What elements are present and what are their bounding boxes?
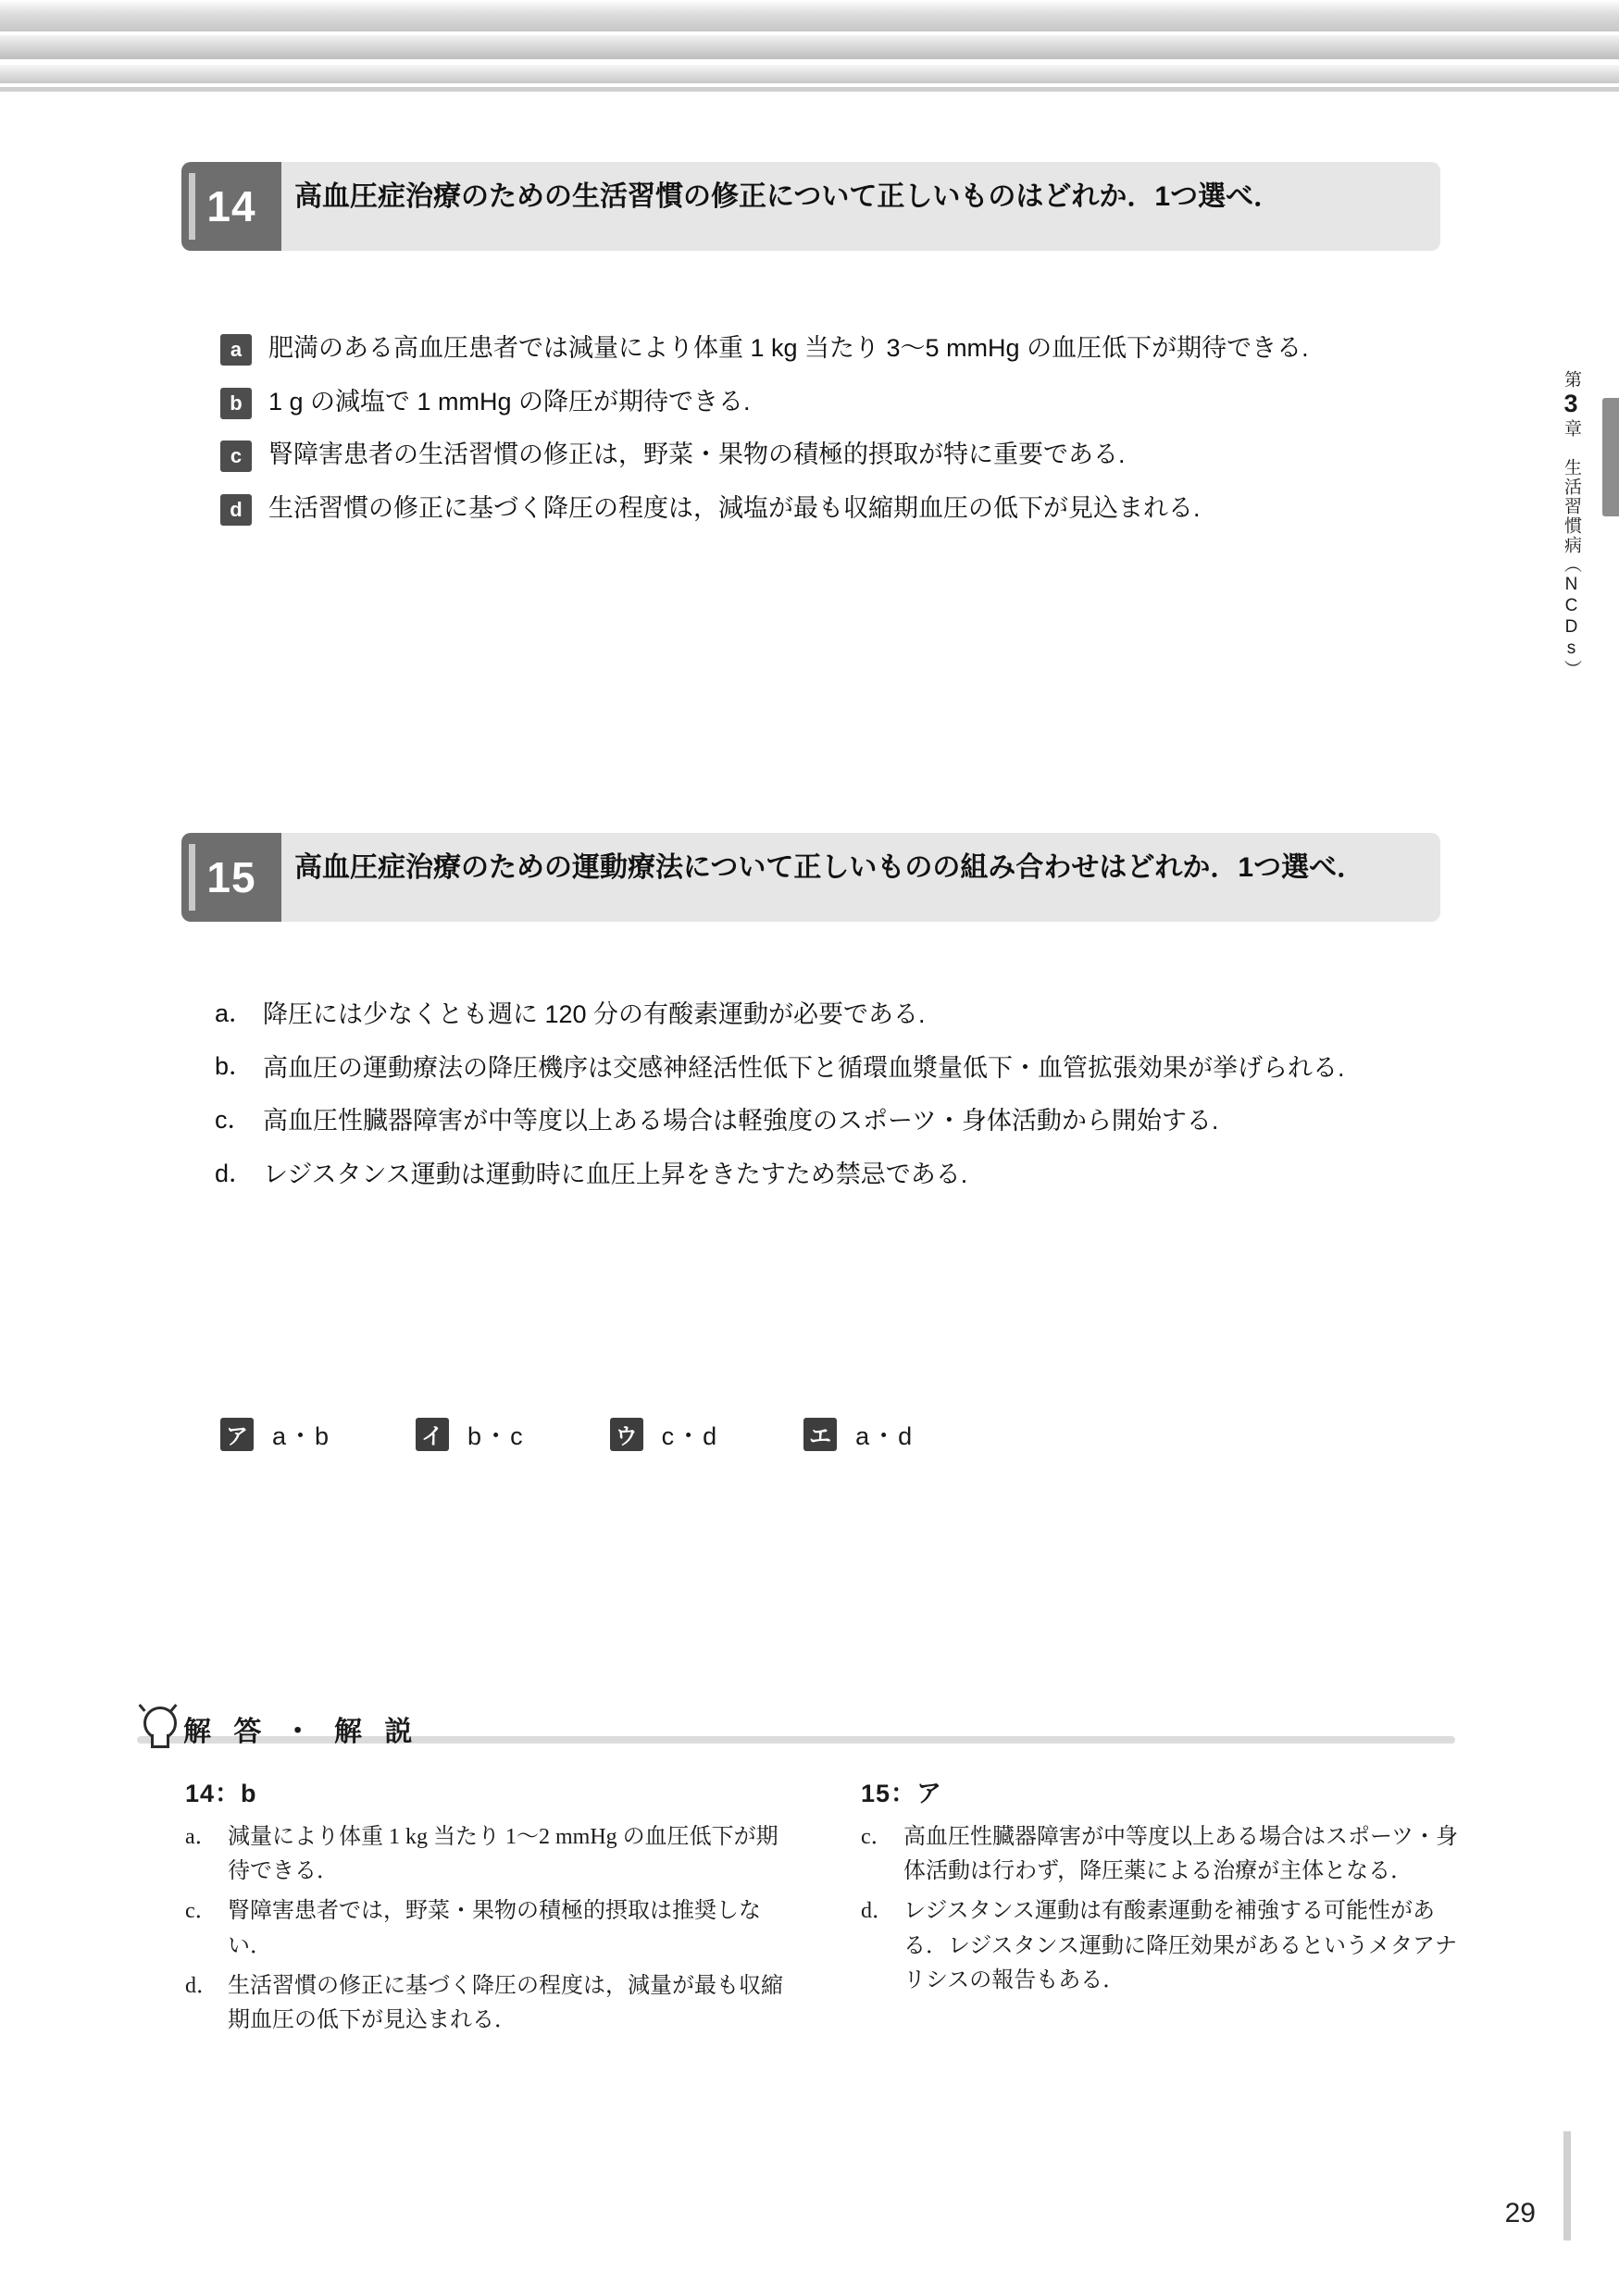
choice-item[interactable]	[215, 1101, 1437, 1142]
explanation-marker: d．	[861, 1899, 894, 1924]
option-marker: イ	[416, 1418, 449, 1451]
explanation-text: レジスタンス運動は有酸素運動を補強する可能性がある．レジスタンス運動に降圧効果があるというメタアナリシスの報告もある．	[903, 1899, 1457, 1992]
choice-marker: b．	[215, 1052, 255, 1081]
choice-marker: b	[220, 388, 252, 419]
explanation-text: 減量により体重 1 kg 当たり 1〜2 mmHg の血圧低下が期待できる．	[228, 1825, 778, 1884]
choice-item[interactable]	[220, 382, 1442, 423]
chapter-number: 3	[1557, 390, 1585, 419]
explanation-title: 解 答 ・ 解 説	[183, 1717, 420, 1747]
option-label: a・b	[272, 1422, 331, 1450]
chapter-suffix: 章	[1562, 419, 1581, 439]
question-15-choices	[215, 995, 1437, 1209]
choice-marker: a	[220, 334, 252, 366]
question-14-choices	[220, 329, 1442, 542]
choice-text: 高血圧の運動療法の降圧機序は交感神経活性低下と循環血漿量低下・血管拡張効果が挙げられる.	[263, 1053, 1345, 1082]
choice-item[interactable]	[220, 489, 1442, 529]
explanation-text: 高血圧性臓器障害が中等度以上ある場合はスポーツ・身体活動は行わず，降圧薬による治療が主体となる．	[903, 1825, 1459, 1884]
question-14-header	[181, 162, 1440, 251]
chapter-title: 生活習慣病（NCDs）	[1562, 458, 1581, 679]
explanation-column-15	[861, 1773, 1472, 2004]
option-label: c・d	[661, 1422, 719, 1450]
top-decorative-rule	[0, 87, 1619, 92]
explanation-marker: c．	[185, 1899, 218, 1924]
question-15-header	[181, 833, 1440, 922]
option-marker: ア	[220, 1418, 254, 1451]
choice-marker: c．	[215, 1105, 253, 1134]
choice-item[interactable]	[220, 435, 1442, 476]
explanation-column-14	[185, 1773, 796, 2043]
choice-item[interactable]	[215, 1155, 1437, 1196]
option-a-b[interactable]	[220, 1416, 330, 1452]
choice-text: 生活習慣の修正に基づく降圧の程度は，減塩が最も収縮期血圧の低下が見込まれる.	[268, 494, 1201, 523]
lightbulb-icon	[137, 1701, 178, 1753]
choice-marker: d．	[215, 1159, 255, 1187]
question-15-number: 15	[181, 833, 281, 922]
explanation-item	[861, 1894, 1472, 1998]
choice-text: レジスタンス運動は運動時に血圧上昇をきたすため禁忌である.	[263, 1160, 968, 1189]
option-marker: ウ	[610, 1418, 643, 1451]
choice-text: 1 g の減塩で 1 mmHg の降圧が期待できる.	[268, 387, 751, 416]
page-number: 29	[1504, 2198, 1536, 2228]
explanation-item	[185, 1820, 796, 1889]
top-decorative-band-3	[0, 65, 1619, 83]
question-15-prompt: 高血圧症治療のための運動療法について正しいものの組み合わせはどれか．1つ選べ．	[294, 852, 1365, 883]
explanation-item	[185, 1969, 796, 2038]
question-14-number: 14	[181, 162, 281, 251]
choice-item[interactable]	[215, 1049, 1437, 1089]
question-15-option-row	[220, 1416, 999, 1452]
choice-item[interactable]	[215, 995, 1437, 1036]
option-marker: エ	[803, 1418, 837, 1451]
choice-marker: d	[220, 494, 252, 526]
explanation-marker: d．	[185, 1973, 218, 1998]
option-label: a・d	[855, 1422, 915, 1450]
choice-text: 腎障害患者の生活習慣の修正は，野菜・果物の積極的摂取が特に重要である.	[268, 441, 1126, 469]
top-decorative-band-2	[0, 35, 1619, 59]
explanation-text: 腎障害患者では，野菜・果物の積極的摂取は推奨しない．	[228, 1899, 761, 1958]
explanation-heading: 15：ア	[861, 1780, 943, 1807]
choice-text: 肥満のある高血圧患者では減量により体重 1 kg 当たり 3〜5 mmHg の血圧低下が期待できる.	[268, 334, 1309, 362]
chapter-side-label	[1545, 370, 1586, 679]
footer-corner-marker	[1563, 2131, 1571, 2240]
explanation-header	[137, 1701, 419, 1753]
explanation-heading: 14：b	[185, 1780, 257, 1807]
choice-marker: a．	[215, 999, 255, 1027]
explanation-item	[185, 1894, 796, 1963]
chapter-tab-marker	[1602, 398, 1619, 516]
choice-marker: c	[220, 441, 252, 472]
explanation-marker: a．	[185, 1825, 218, 1849]
choice-item[interactable]	[220, 329, 1442, 369]
option-label: b・c	[467, 1422, 525, 1450]
choice-text: 降圧には少なくとも週に 120 分の有酸素運動が必要である.	[263, 1000, 926, 1028]
top-decorative-band-1	[0, 0, 1619, 31]
option-b-c[interactable]	[416, 1416, 525, 1452]
choice-text: 高血圧性臓器障害が中等度以上ある場合は軽強度のスポーツ・身体活動から開始する.	[263, 1107, 1219, 1136]
explanation-text: 生活習慣の修正に基づく降圧の程度は，減量が最も収縮期血圧の低下が見込まれる．	[228, 1973, 783, 2032]
chapter-prefix: 第	[1562, 370, 1581, 390]
option-c-d[interactable]	[610, 1416, 719, 1452]
explanation-item	[861, 1820, 1472, 1889]
option-a-d[interactable]	[803, 1416, 914, 1452]
question-14-prompt: 高血圧症治療のための生活習慣の修正について正しいものはどれか．1つ選べ．	[294, 181, 1282, 212]
explanation-marker: c．	[861, 1825, 893, 1849]
